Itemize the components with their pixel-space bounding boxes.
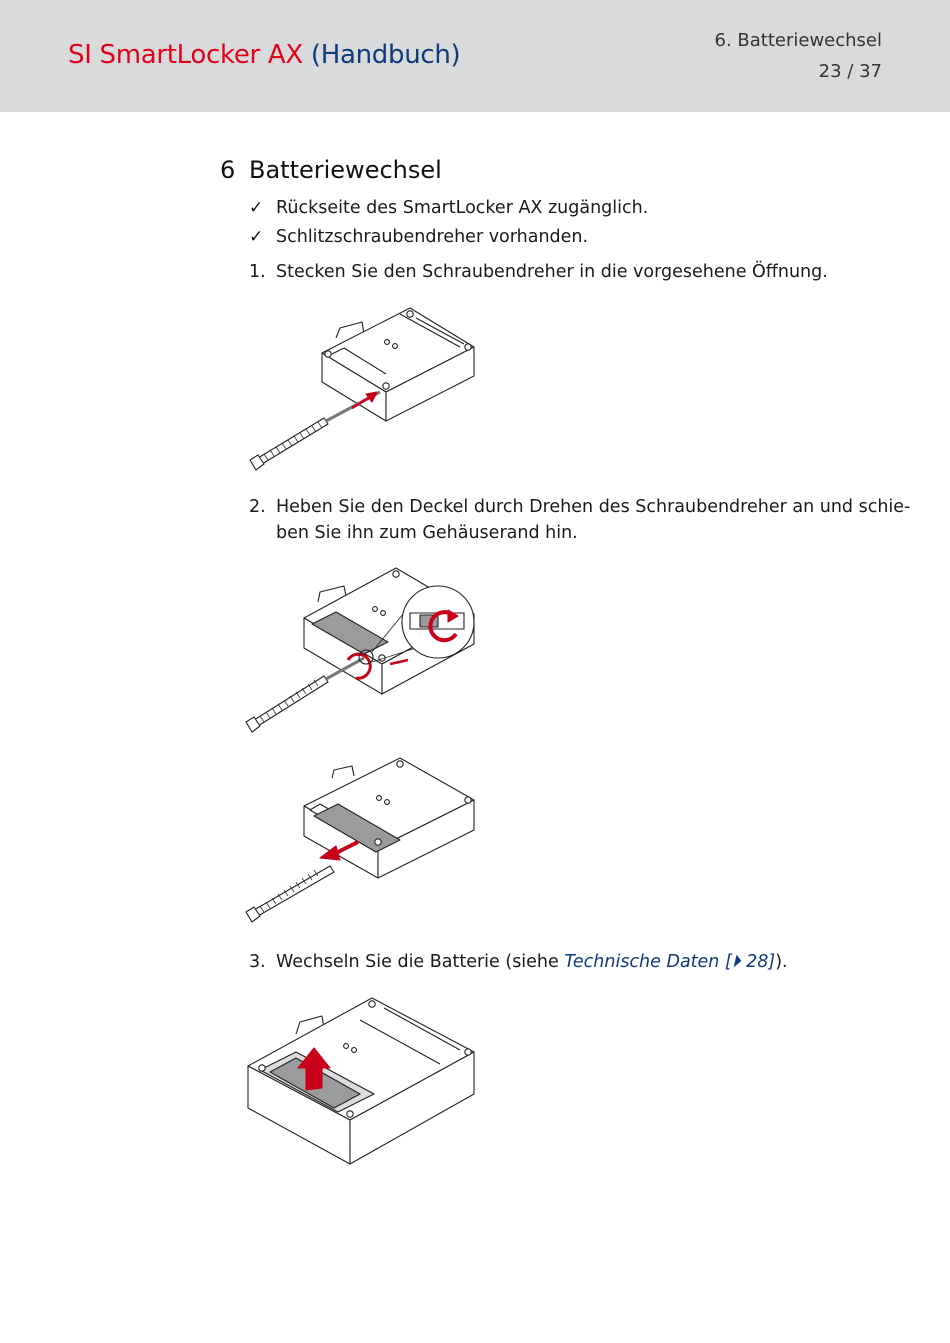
checkmark-icon: ✓ xyxy=(249,227,264,247)
rotate-screwdriver-figure xyxy=(240,560,490,740)
remove-battery-figure xyxy=(240,990,490,1175)
page-number: 23 / 37 xyxy=(818,61,882,82)
prerequisite-text: Rückseite des SmartLocker AX zugänglich. xyxy=(276,198,649,218)
section-number: 6 xyxy=(220,156,236,184)
link-text: Technische Daten [ xyxy=(564,952,732,972)
prerequisite-text: Schlitzschraubendreher vorhanden. xyxy=(276,227,589,247)
step-text-before: Wechseln Sie die Batterie (siehe xyxy=(276,952,565,972)
link-page: 28] xyxy=(740,952,776,972)
step-number: 1. xyxy=(249,262,266,282)
step-number: 3. xyxy=(249,952,266,972)
brand-name: SI SmartLocker AX xyxy=(68,40,303,70)
step-text-after: ). xyxy=(775,952,788,972)
step-text-line2: ben Sie ihn zum Gehäuserand hin. xyxy=(276,523,578,543)
document-title xyxy=(68,40,460,70)
cross-reference-link[interactable] xyxy=(564,952,775,972)
section-title: Batteriewechsel xyxy=(249,156,442,184)
document-type: (Handbuch) xyxy=(310,40,461,70)
step-number: 2. xyxy=(249,497,266,517)
slide-cover-figure xyxy=(240,750,490,930)
step-text-line1: Heben Sie den Deckel durch Drehen des Schraubendreher an und schie- xyxy=(276,497,911,517)
page-arrow-icon: ⏵ xyxy=(731,952,741,972)
page-header xyxy=(0,0,950,112)
step-text: Stecken Sie den Schraubendreher in die vorgesehene Öffnung. xyxy=(276,262,828,282)
section-heading xyxy=(220,156,442,184)
step-text xyxy=(276,949,788,975)
chapter-label: 6. Batteriewechsel xyxy=(714,30,882,51)
checkmark-icon: ✓ xyxy=(249,198,264,218)
insert-screwdriver-figure xyxy=(240,300,490,480)
